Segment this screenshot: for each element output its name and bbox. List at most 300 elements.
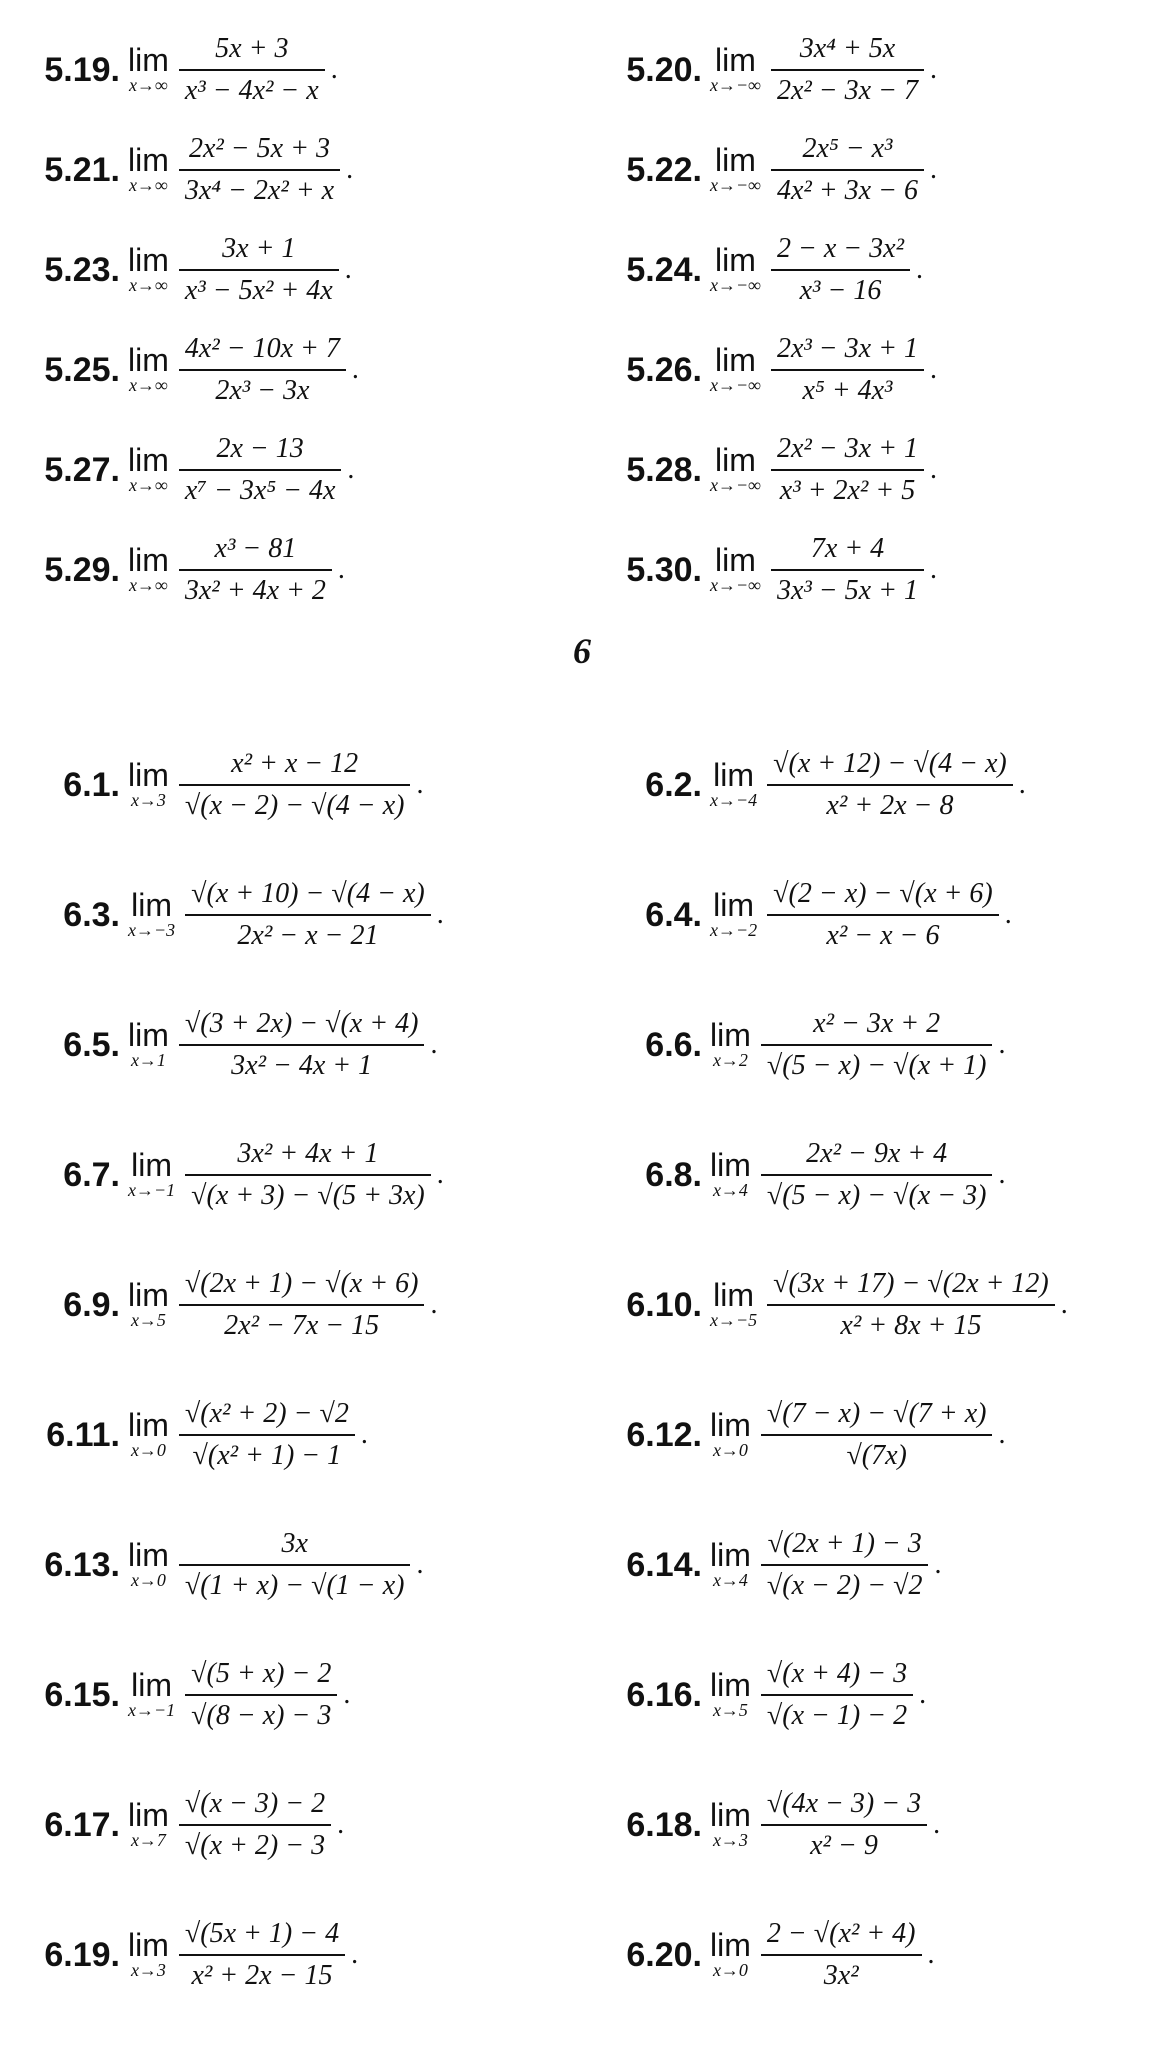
problem-number: 6.15. — [44, 1675, 120, 1714]
fraction — [179, 533, 332, 607]
numerator: √(x² + 2) − √2 — [184, 1398, 349, 1429]
limit-word: lim — [710, 1797, 751, 1834]
period: . — [360, 1419, 368, 1450]
denominator: 3x² — [823, 1960, 859, 1991]
problem-row — [0, 1630, 582, 1760]
limit-subscript: x→0 — [712, 1960, 748, 1981]
problem-number: 6.20. — [626, 1935, 702, 1974]
problem-number: 6.1. — [63, 765, 120, 804]
fraction-bar — [179, 569, 332, 571]
problem-number: 6.5. — [63, 1025, 120, 1064]
problem-row — [0, 1110, 582, 1240]
denominator: x³ − 5x² + 4x — [184, 275, 333, 306]
problem-row — [582, 420, 1164, 520]
denominator: x² + 2x − 15 — [191, 1960, 333, 1991]
limit-word: lim — [710, 1017, 751, 1054]
fraction — [761, 1398, 993, 1472]
fraction-bar — [179, 369, 346, 371]
problem-number: 6.12. — [626, 1415, 702, 1454]
problem-row — [582, 1370, 1164, 1500]
denominator: x² + 2x − 8 — [826, 790, 954, 821]
denominator: 2x³ − 3x — [215, 375, 310, 406]
limit-operator — [128, 344, 169, 396]
problem-number: 6.13. — [44, 1545, 120, 1584]
problem-number: 6.16. — [626, 1675, 702, 1714]
fraction — [179, 433, 342, 507]
problem-row — [582, 850, 1164, 980]
period: . — [346, 154, 354, 185]
limit-operator — [710, 1539, 751, 1591]
fraction-bar — [179, 1824, 331, 1826]
limit-operator — [710, 1409, 751, 1461]
numerator: √(2x + 1) − √(x + 6) — [184, 1268, 419, 1299]
period: . — [1018, 769, 1026, 800]
fraction — [179, 233, 339, 307]
denominator: √(5 − x) − √(x − 3) — [766, 1180, 987, 1211]
fraction-bar — [761, 1434, 993, 1436]
fraction — [771, 433, 924, 507]
problem-row — [0, 120, 582, 220]
fraction-bar — [771, 269, 910, 271]
problems-5-left-column — [0, 20, 582, 620]
problem-number: 6.14. — [626, 1545, 702, 1584]
limit-operator — [128, 889, 175, 941]
limit-word: lim — [128, 442, 169, 479]
limit-word: lim — [131, 1667, 172, 1704]
fraction — [179, 33, 325, 107]
fraction-bar — [179, 1044, 425, 1046]
numerator: 4x² − 10x + 7 — [184, 333, 340, 364]
limit-subscript: x→0 — [130, 1440, 166, 1461]
denominator: √(x − 1) − 2 — [766, 1700, 908, 1731]
problems-6-left-column — [0, 720, 582, 2020]
fraction — [179, 1008, 425, 1082]
period: . — [330, 54, 338, 85]
fraction — [767, 748, 1013, 822]
limit-subscript: x→4 — [712, 1570, 748, 1591]
fraction-bar — [179, 69, 325, 71]
problem-number: 6.4. — [645, 895, 702, 934]
limit-word: lim — [710, 1407, 751, 1444]
limit-word: lim — [128, 1927, 169, 1964]
numerator: 2x² − 5x + 3 — [188, 133, 330, 164]
limit-subscript: x→0 — [712, 1440, 748, 1461]
fraction-bar — [761, 1954, 922, 1956]
limit-operator — [128, 1669, 175, 1721]
problem-number: 5.21. — [44, 150, 120, 189]
limit-operator — [710, 344, 761, 396]
limit-operator — [128, 759, 169, 811]
limit-word: lim — [128, 542, 169, 579]
limit-operator — [710, 1019, 751, 1071]
problems-6-right-column — [582, 720, 1164, 2020]
limit-subscript: x→∞ — [129, 575, 168, 596]
fraction-bar — [767, 784, 1013, 786]
fraction — [761, 1788, 927, 1862]
limit-word: lim — [128, 342, 169, 379]
problem-number: 6.9. — [63, 1285, 120, 1324]
limit-operator — [128, 1279, 169, 1331]
period: . — [1060, 1289, 1068, 1320]
numerator: √(x + 10) − √(4 − x) — [191, 878, 425, 909]
limit-operator — [710, 1279, 757, 1331]
limit-subscript: x→−∞ — [710, 475, 761, 496]
problem-row — [582, 220, 1164, 320]
denominator: 3x³ − 5x + 1 — [776, 575, 919, 606]
fraction — [761, 1918, 922, 1992]
denominator: √(x − 2) − √(4 − x) — [184, 790, 405, 821]
numerator: √(x + 12) − √(4 − x) — [773, 748, 1007, 779]
problem-row — [0, 1760, 582, 1890]
fraction — [179, 1788, 331, 1862]
limit-subscript: x→3 — [712, 1830, 748, 1851]
limit-operator — [710, 44, 761, 96]
numerator: √(7 − x) − √(7 + x) — [766, 1398, 987, 1429]
section-heading: 6 — [573, 631, 591, 671]
fraction-bar — [185, 1174, 431, 1176]
limit-word: lim — [131, 1147, 172, 1184]
fraction-bar — [179, 1954, 345, 1956]
fraction-bar — [771, 369, 924, 371]
limit-word: lim — [128, 142, 169, 179]
period: . — [933, 1809, 941, 1840]
numerator: √(2x + 1) − 3 — [767, 1528, 922, 1559]
limit-word: lim — [128, 1537, 169, 1574]
fraction — [771, 533, 924, 607]
problem-row — [0, 20, 582, 120]
period: . — [436, 899, 444, 930]
denominator: x⁵ + 4x³ — [802, 375, 893, 406]
denominator: x³ − 4x² − x — [184, 75, 319, 106]
problem-number: 6.18. — [626, 1805, 702, 1844]
fraction — [771, 333, 924, 407]
problem-number: 6.2. — [645, 765, 702, 804]
denominator: √(x² + 1) − 1 — [192, 1440, 342, 1471]
period: . — [430, 1029, 438, 1060]
fraction — [179, 133, 340, 207]
limit-operator — [710, 1799, 751, 1851]
problem-number: 5.20. — [626, 50, 702, 89]
limit-word: lim — [710, 1147, 751, 1184]
limit-word: lim — [128, 1407, 169, 1444]
limit-word: lim — [128, 757, 169, 794]
limit-word: lim — [710, 1537, 751, 1574]
fraction — [761, 1528, 929, 1602]
problem-row — [0, 980, 582, 1110]
numerator: √(3 + 2x) − √(x + 4) — [184, 1008, 419, 1039]
denominator: √(8 − x) − 3 — [191, 1700, 332, 1731]
limit-subscript: x→4 — [712, 1180, 748, 1201]
period: . — [930, 454, 938, 485]
limit-word: lim — [713, 1277, 754, 1314]
problem-number: 6.3. — [63, 895, 120, 934]
denominator: 3x⁴ − 2x² + x — [184, 175, 335, 206]
numerator: 3x — [281, 1528, 308, 1559]
denominator: x³ + 2x² + 5 — [779, 475, 916, 506]
denominator: √(x + 3) − √(5 + 3x) — [191, 1180, 425, 1211]
limit-subscript: x→∞ — [129, 475, 168, 496]
period: . — [337, 554, 345, 585]
limit-word: lim — [128, 242, 169, 279]
denominator: √(x + 2) − 3 — [184, 1830, 326, 1861]
limit-word: lim — [710, 1927, 751, 1964]
problem-row — [582, 1500, 1164, 1630]
fraction-bar — [179, 1564, 411, 1566]
problem-number: 5.25. — [44, 350, 120, 389]
fraction — [771, 133, 924, 207]
numerator: 5x + 3 — [215, 33, 289, 64]
problem-row — [582, 980, 1164, 1110]
period: . — [927, 1939, 935, 1970]
numerator: 2x² − 3x + 1 — [776, 433, 919, 464]
fraction-bar — [179, 169, 340, 171]
denominator: √(x − 2) − √2 — [766, 1570, 923, 1601]
problem-row — [0, 720, 582, 850]
denominator: 3x² + 4x + 2 — [184, 575, 326, 606]
problem-number: 6.6. — [645, 1025, 702, 1064]
limit-subscript: x→3 — [130, 1960, 166, 1981]
denominator: √(7x) — [846, 1440, 907, 1471]
problem-row — [0, 320, 582, 420]
period: . — [436, 1159, 444, 1190]
limit-subscript: x→3 — [130, 790, 166, 811]
denominator: 2x² − x − 21 — [237, 920, 379, 951]
period: . — [343, 1679, 351, 1710]
period: . — [416, 769, 424, 800]
limit-subscript: x→−4 — [710, 790, 758, 811]
limit-operator — [128, 1799, 169, 1851]
fraction — [179, 1398, 355, 1472]
limit-operator — [128, 1409, 169, 1461]
problem-number: 6.17. — [44, 1805, 120, 1844]
limit-word: lim — [715, 342, 756, 379]
period: . — [416, 1549, 424, 1580]
limit-operator — [710, 1669, 751, 1721]
limit-subscript: x→−1 — [128, 1700, 176, 1721]
problem-row — [0, 1370, 582, 1500]
limit-operator — [710, 144, 761, 196]
fraction-bar — [179, 784, 411, 786]
period: . — [916, 254, 924, 285]
problem-row — [0, 220, 582, 320]
numerator: 3x⁴ + 5x — [799, 33, 896, 64]
fraction-bar — [761, 1694, 913, 1696]
denominator: 2x² − 7x − 15 — [224, 1310, 380, 1341]
problem-row — [582, 520, 1164, 620]
limit-operator — [128, 1539, 169, 1591]
fraction-bar — [179, 269, 339, 271]
problem-number: 6.7. — [63, 1155, 120, 1194]
period: . — [930, 554, 938, 585]
problem-number: 6.19. — [44, 1935, 120, 1974]
period: . — [430, 1289, 438, 1320]
problems-5-right-column — [582, 20, 1164, 620]
numerator: √(5 + x) − 2 — [191, 1658, 332, 1689]
problem-row — [0, 520, 582, 620]
problem-number: 5.26. — [626, 350, 702, 389]
fraction-bar — [179, 469, 342, 471]
period: . — [934, 1549, 942, 1580]
period: . — [930, 354, 938, 385]
limit-subscript: x→5 — [712, 1700, 748, 1721]
denominator: 4x² + 3x − 6 — [776, 175, 919, 206]
limit-operator — [128, 44, 169, 96]
limit-subscript: x→−∞ — [710, 575, 761, 596]
limit-subscript: x→−5 — [710, 1310, 758, 1331]
period: . — [351, 1939, 359, 1970]
problem-row — [582, 1110, 1164, 1240]
fraction-bar — [767, 1304, 1055, 1306]
problem-number: 6.8. — [645, 1155, 702, 1194]
period: . — [919, 1679, 927, 1710]
limit-subscript: x→∞ — [129, 75, 168, 96]
period: . — [351, 354, 359, 385]
problem-number: 5.23. — [44, 250, 120, 289]
fraction-bar — [179, 1304, 425, 1306]
problem-number: 5.19. — [44, 50, 120, 89]
fraction — [767, 1268, 1055, 1342]
numerator: √(5x + 1) − 4 — [184, 1918, 340, 1949]
fraction-bar — [761, 1824, 927, 1826]
limit-operator — [128, 144, 169, 196]
period: . — [998, 1159, 1006, 1190]
problem-row — [0, 1240, 582, 1370]
limit-word: lim — [715, 142, 756, 179]
limit-word: lim — [131, 887, 172, 924]
problem-row — [0, 420, 582, 520]
problem-row — [582, 1760, 1164, 1890]
limit-subscript: x→∞ — [129, 175, 168, 196]
limit-word: lim — [128, 1017, 169, 1054]
denominator: x² − 9 — [810, 1830, 878, 1861]
problem-row — [0, 1890, 582, 2020]
fraction — [761, 1658, 913, 1732]
problem-row — [0, 1500, 582, 1630]
limit-subscript: x→7 — [130, 1830, 166, 1851]
limit-word: lim — [128, 1277, 169, 1314]
fraction — [761, 1138, 993, 1212]
numerator: 7x + 4 — [810, 533, 885, 564]
numerator: 2x − 13 — [216, 433, 304, 464]
fraction-bar — [179, 1434, 355, 1436]
limit-word: lim — [715, 542, 756, 579]
limit-operator — [128, 1149, 175, 1201]
fraction — [179, 333, 346, 407]
denominator: x³ − 16 — [799, 275, 882, 306]
limit-subscript: x→2 — [712, 1050, 748, 1071]
numerator: √(x + 4) − 3 — [766, 1658, 908, 1689]
period: . — [998, 1029, 1006, 1060]
problem-number: 5.29. — [44, 550, 120, 589]
limit-word: lim — [715, 242, 756, 279]
fraction — [185, 1138, 431, 1212]
numerator: 2x² − 9x + 4 — [806, 1138, 948, 1169]
numerator: x² + x − 12 — [231, 748, 359, 779]
limit-subscript: x→−∞ — [710, 75, 761, 96]
numerator: x³ − 81 — [214, 533, 297, 564]
denominator: x² − x − 6 — [826, 920, 940, 951]
fraction-bar — [767, 914, 999, 916]
fraction-bar — [761, 1044, 993, 1046]
limit-subscript: x→5 — [130, 1310, 166, 1331]
fraction — [771, 233, 910, 307]
fraction-bar — [771, 569, 924, 571]
problem-row — [582, 720, 1164, 850]
denominator: 3x² − 4x + 1 — [231, 1050, 373, 1081]
limit-operator — [128, 544, 169, 596]
numerator: √(4x − 3) − 3 — [766, 1788, 922, 1819]
limit-subscript: x→0 — [130, 1570, 166, 1591]
limit-operator — [710, 544, 761, 596]
period: . — [930, 54, 938, 85]
numerator: √(2 − x) − √(x + 6) — [773, 878, 993, 909]
limit-operator — [710, 1149, 751, 1201]
fraction — [179, 1918, 345, 1992]
limit-subscript: x→−∞ — [710, 175, 761, 196]
problem-row — [582, 120, 1164, 220]
numerator: 2 − √(x² + 4) — [766, 1918, 916, 1949]
problem-number: 5.30. — [626, 550, 702, 589]
limit-word: lim — [713, 887, 754, 924]
limit-subscript: x→∞ — [129, 275, 168, 296]
numerator: 2x⁵ − x³ — [802, 133, 893, 164]
limit-operator — [128, 1929, 169, 1981]
limit-operator — [128, 1019, 169, 1071]
limit-word: lim — [128, 42, 169, 79]
limit-operator — [710, 759, 757, 811]
fraction-bar — [185, 914, 431, 916]
limit-operator — [128, 244, 169, 296]
fraction-bar — [185, 1694, 337, 1696]
fraction-bar — [771, 469, 924, 471]
limit-operator — [128, 444, 169, 496]
period: . — [998, 1419, 1006, 1450]
fraction — [185, 1658, 337, 1732]
problem-number: 5.28. — [626, 450, 702, 489]
limit-word: lim — [128, 1797, 169, 1834]
problem-number: 6.11. — [46, 1415, 120, 1454]
limit-subscript: x→−∞ — [710, 375, 761, 396]
fraction — [179, 1528, 411, 1602]
limit-subscript: x→−1 — [128, 1180, 176, 1201]
limit-subscript: x→−2 — [710, 920, 758, 941]
limit-word: lim — [713, 757, 754, 794]
limit-operator — [710, 889, 757, 941]
fraction — [767, 878, 999, 952]
fraction — [761, 1008, 993, 1082]
numerator: 3x + 1 — [222, 233, 296, 264]
limit-operator — [710, 244, 761, 296]
numerator: 3x² + 4x + 1 — [237, 1138, 379, 1169]
numerator: √(3x + 17) − √(2x + 12) — [773, 1268, 1049, 1299]
fraction — [185, 878, 431, 952]
denominator: √(5 − x) − √(x + 1) — [766, 1050, 987, 1081]
numerator: 2x³ − 3x + 1 — [776, 333, 919, 364]
limit-subscript: x→∞ — [129, 375, 168, 396]
problem-number: 5.22. — [626, 150, 702, 189]
problem-number: 6.10. — [626, 1285, 702, 1324]
period: . — [1004, 899, 1012, 930]
period: . — [344, 254, 352, 285]
denominator: 2x² − 3x − 7 — [776, 75, 919, 106]
numerator: √(x − 3) − 2 — [184, 1788, 326, 1819]
period: . — [930, 154, 938, 185]
problem-row — [582, 320, 1164, 420]
problem-row — [0, 850, 582, 980]
problem-row — [582, 1630, 1164, 1760]
limit-word: lim — [710, 1667, 751, 1704]
fraction-bar — [761, 1174, 993, 1176]
